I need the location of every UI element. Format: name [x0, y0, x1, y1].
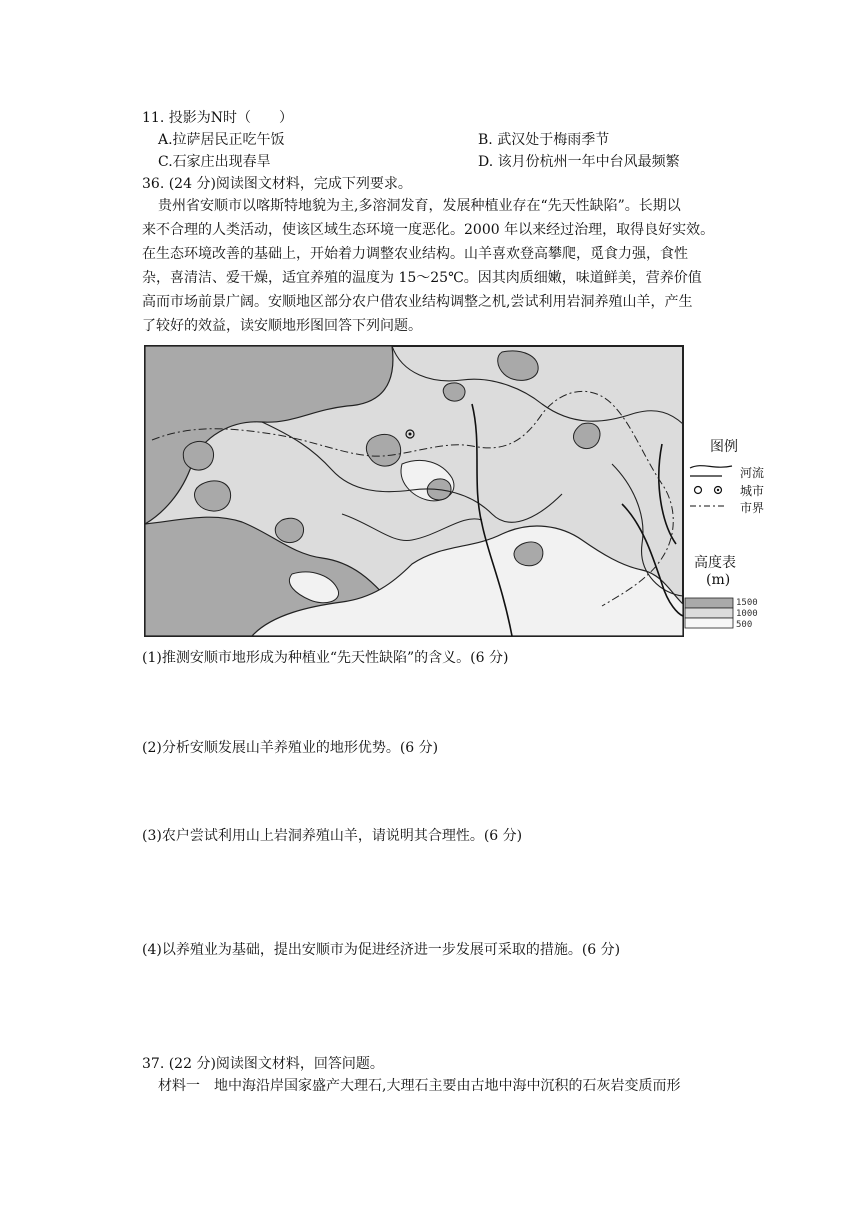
legend-boundary-label: 市界 — [740, 501, 765, 515]
height-value-500: 500 — [736, 620, 753, 630]
terrain-map-figure — [142, 344, 782, 640]
legend-river-label: 河流 — [740, 466, 765, 480]
height-swatch-500 — [685, 618, 733, 628]
height-table-unit: (m) — [706, 572, 731, 588]
q36-material-line: 来不合理的人类活动，使该区域生态环境一度恶化。2000 年以来经过治理，取得良好实效。 — [142, 222, 715, 238]
q36-header: 36. (24 分)阅读图文材料，完成下列要求。 — [142, 176, 412, 192]
q36-sub1: (1)推测安顺市地形成为种植业“先天性缺陷”的含义。(6 分) — [142, 650, 509, 666]
q36-material-line: 杂，喜清洁、爱干燥，适宜养殖的温度为 15～25℃。因其肉质细嫩，味道鲜美，营养价值 — [142, 270, 702, 286]
q36-material-line: 了较好的效益，读安顺地形图回答下列问题。 — [142, 318, 422, 334]
height-value-1500: 1500 — [736, 598, 758, 608]
high-patch — [443, 383, 465, 401]
height-value-1000: 1000 — [736, 609, 758, 619]
legend-city-label: 城市 — [740, 484, 765, 498]
q36-material-line: 高而市场前景广阔。安顺地区部分农户借农业结构调整之机,尝试利用岩洞养殖山羊，产生 — [142, 294, 693, 310]
q37-header: 37. (22 分)阅读图文材料，回答问题。 — [142, 1056, 384, 1072]
q11-option-b: B. 武汉处于梅雨季节 — [478, 132, 610, 148]
high-patch — [275, 518, 303, 542]
anshun-terrain-map — [142, 344, 782, 640]
high-patch — [183, 441, 213, 470]
q37-material-start: 材料一 地中海沿岸国家盛产大理石,大理石主要由古地中海中沉积的石灰岩变质而形 — [158, 1078, 681, 1094]
q36-material-line: 贵州省安顺市以喀斯特地貌为主,多溶洞发育，发展种植业存在“先天性缺陷”。长期以 — [158, 198, 681, 214]
q36-sub3: (3)农户尝试利用山上岩洞养殖山羊，请说明其合理性。(6 分) — [142, 828, 523, 844]
legend-title: 图例 — [710, 439, 738, 455]
height-swatch-1500 — [685, 598, 733, 608]
q11-option-a: A.拉萨居民正吃午饭 — [158, 132, 285, 148]
q36-material-line: 在生态环境改善的基础上，开始着力调整农业结构。山羊喜欢登高攀爬，觅食力强，食性 — [142, 246, 688, 262]
height-swatch-1000 — [685, 608, 733, 618]
q36-sub2: (2)分析安顺发展山羊养殖业的地形优势。(6 分) — [142, 740, 439, 756]
map-legend — [690, 466, 732, 506]
q36-sub4: (4)以养殖业为基础，提出安顺市为促进经济进一步发展可采取的措施。(6 分) — [142, 942, 621, 958]
q11-option-d: D. 该月份杭州一年中台风最频繁 — [478, 154, 680, 170]
q11-stem: 11. 投影为N时（ ） — [142, 110, 293, 126]
height-table-title: 高度表 — [694, 555, 736, 571]
high-patch — [195, 481, 231, 511]
q11-option-c: C.石家庄出现春旱 — [158, 154, 271, 170]
